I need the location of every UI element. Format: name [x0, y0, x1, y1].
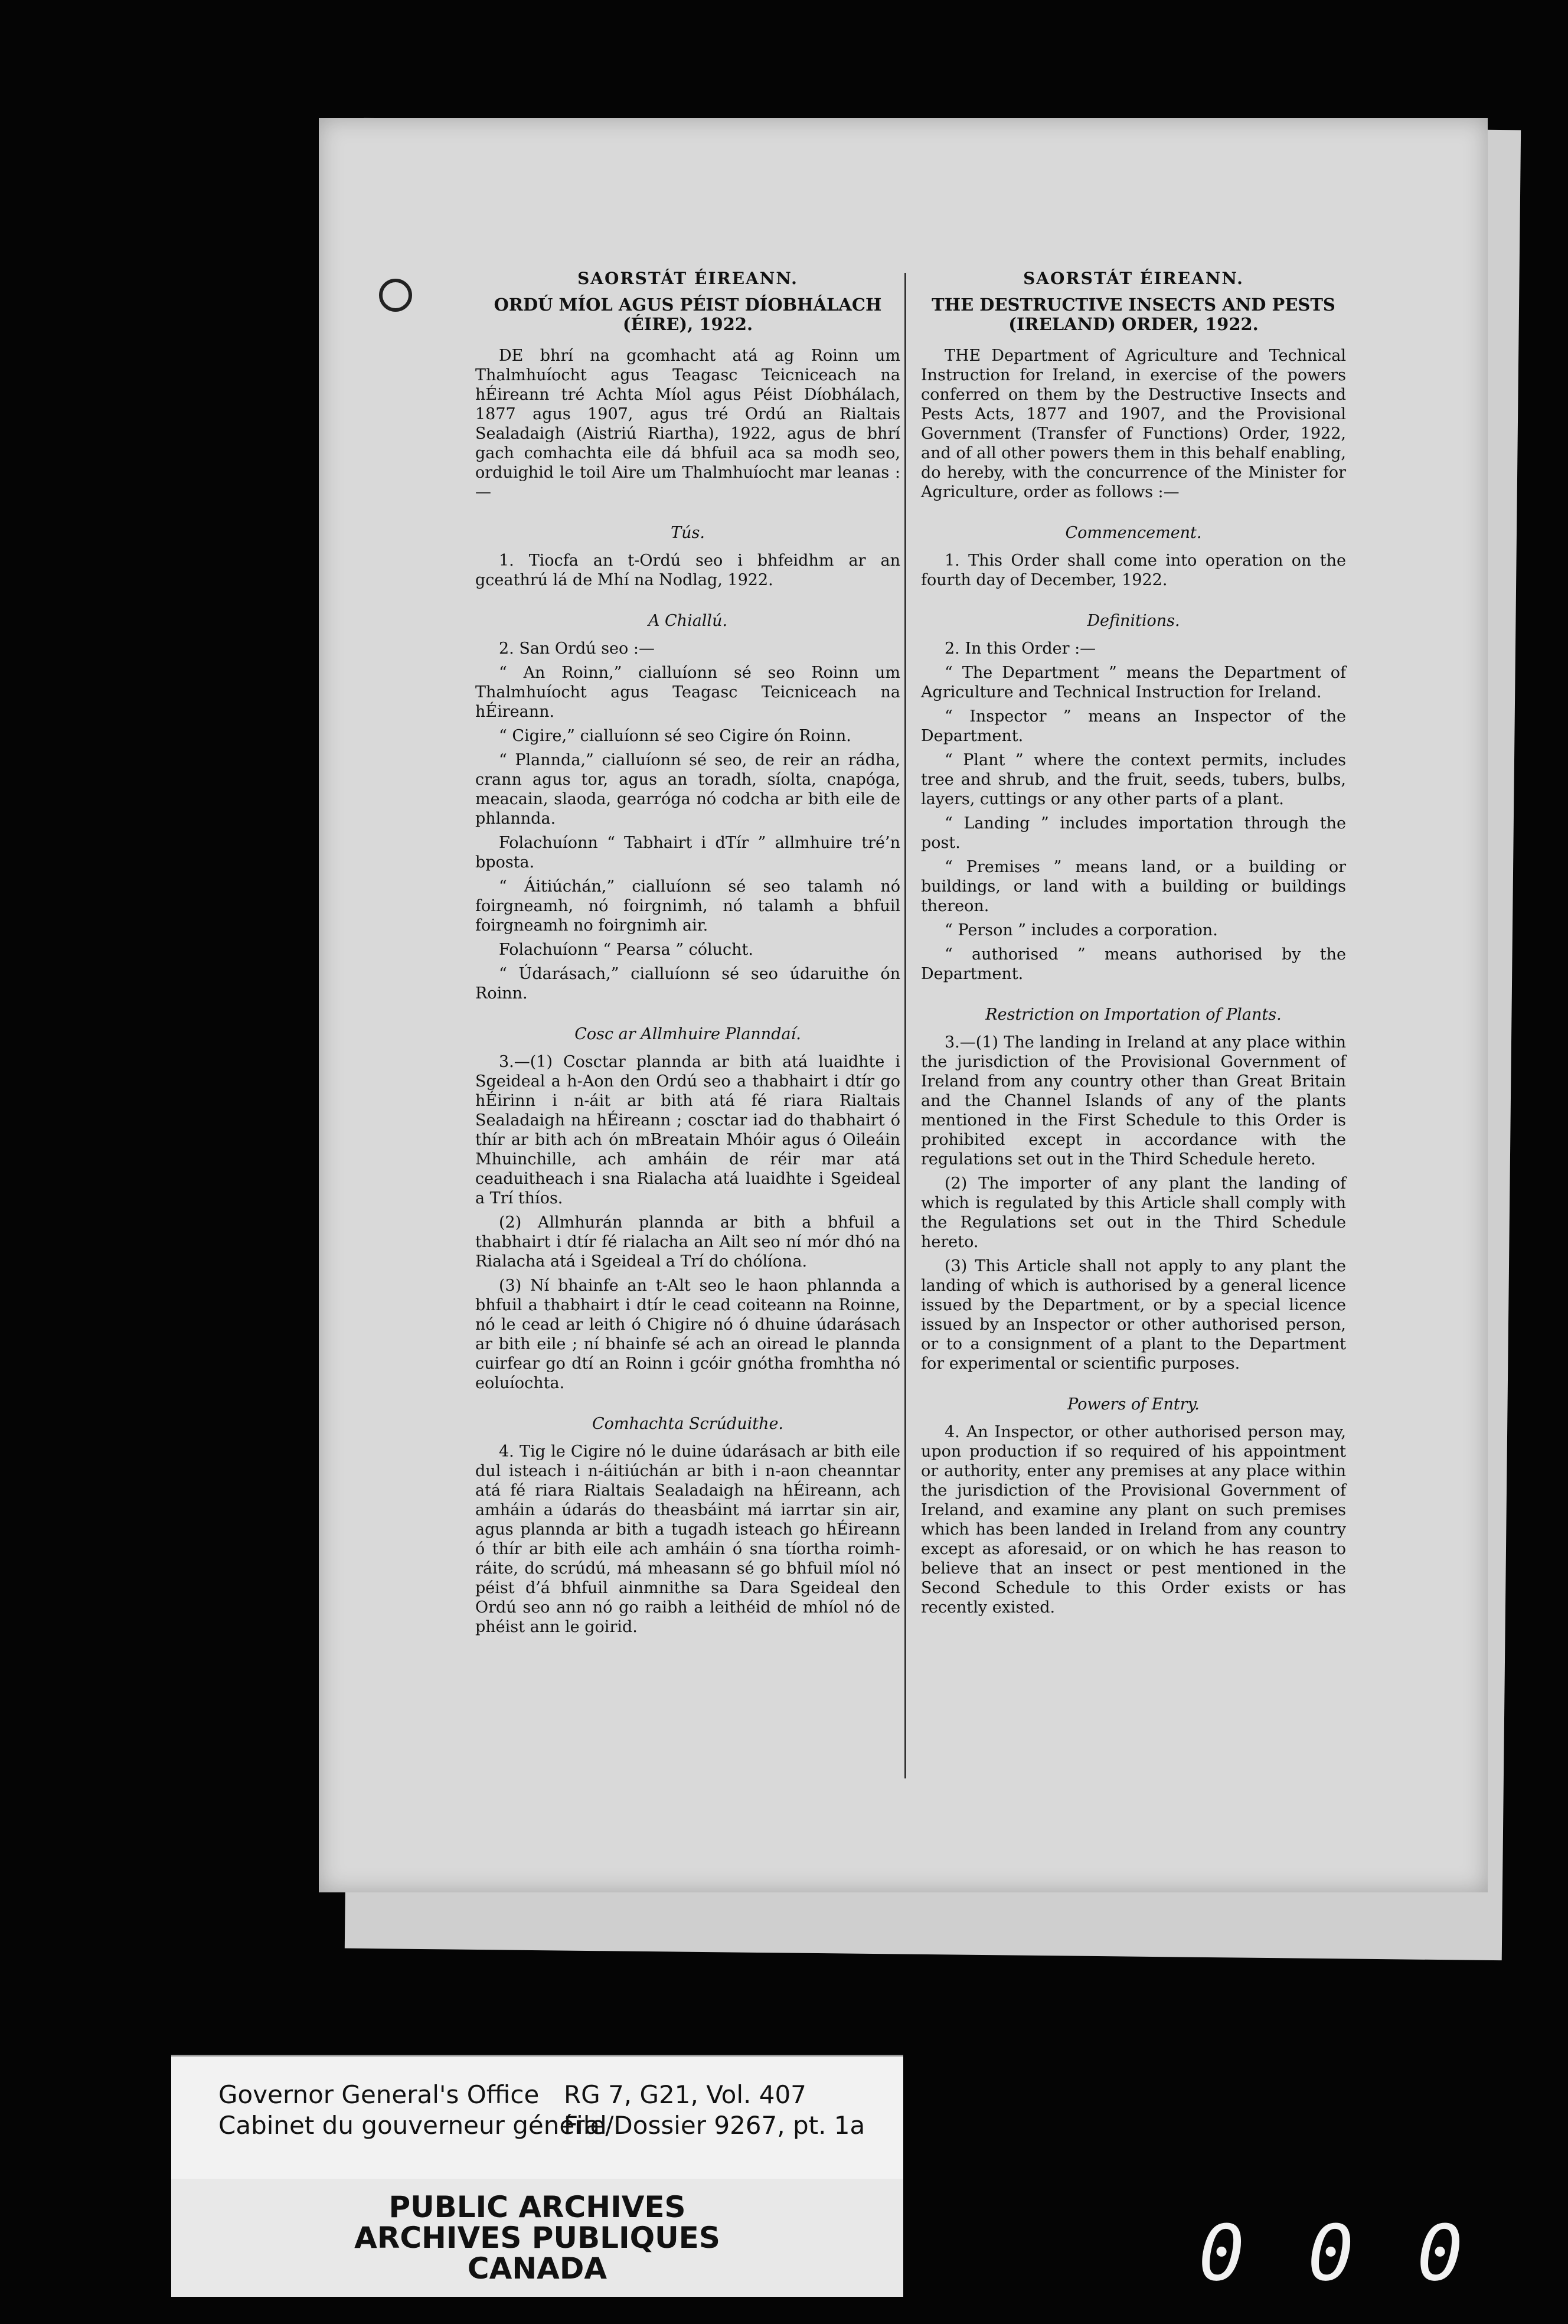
irish-title: ORDÚ MÍOL AGUS PÉIST DÍOBHÁLACH (ÉIRE), 1922. [494, 295, 882, 334]
irish-definition: “ An Roinn,” cialluíonn sé seo Roinn um Thalmhuíocht agus Teagasc Teicniceach na hÉireann. [475, 664, 900, 721]
irish-definition: “ Plannda,” cialluíonn sé seo, de reir an rádha, crann agus tor, agus an toradh, síolta, cnapóga, meacain, slaoda, gearróga nó codcha ar bith eile de phlannda. [475, 751, 900, 828]
english-definition: “ Premises ” means land, or a building or buildings, or land with a building or buildings thereon. [921, 858, 1346, 915]
frame-digit: 0 [1417, 2208, 1464, 2298]
irish-section-2-heading: A Chiallú. [648, 612, 728, 630]
frame-digit: 0 [1308, 2208, 1354, 2298]
english-intro: THE Department of Agriculture and Technical Instruction for Ireland, in exercise of the powers conferred on them by the Destructive Insects and Pests Acts, 1877 and 1907, and the Provisional Government (Transfer of Functions) Order, 1922, and of all other powers them in this behalf enabling, do hereby, with the concurrence of the Minister for Agriculture, order as follows :— [921, 347, 1346, 501]
english-definition: “ The Department ” means the Department of Agriculture and Technical Instruction for Ireland. [921, 664, 1346, 701]
punch-hole-icon [379, 279, 412, 312]
irish-column [475, 269, 900, 1641]
english-section-4-text: 4. An Inspector, or other authorised person may, upon production if so required of his appointment or authority, enter any premises at any place within the jurisdiction of the Provisional Government of Ireland, and examine any plant on such premises which has been landed in Ireland from any country except as aforesaid, or on which he has reason to believe that an insect or pest mentioned in the Second Schedule to this Order exists or has recently existed. [921, 1423, 1346, 1617]
irish-section-4-heading: Comhachta Scrúduithe. [592, 1415, 784, 1433]
english-section-2-lead: 2. In this Order :— [945, 639, 1096, 658]
english-definition: “ authorised ” means authorised by the Department. [921, 945, 1346, 983]
english-definition: “ Person ” includes a corporation. [945, 921, 1218, 939]
file-ref: File/Dossier 9267, pt. 1a [564, 2111, 865, 2140]
english-definition: “ Inspector ” means an Inspector of the Department. [921, 707, 1346, 745]
english-column [921, 269, 1346, 1622]
irish-definition: “ Cigire,” cialluíonn sé seo Cigire ón Roinn. [499, 727, 851, 745]
irish-section-3-heading: Cosc ar Allmhuire Planndaí. [574, 1025, 801, 1043]
stamp-line-3: CANADA [467, 2251, 607, 2286]
office-english: Governor General's Office [218, 2080, 540, 2109]
document-page [319, 118, 1488, 1892]
stamp-line-1: PUBLIC ARCHIVES [388, 2190, 686, 2224]
english-header: SAORSTÁT ÉIREANN. [1023, 269, 1244, 288]
frame-digit: 0 [1198, 2208, 1245, 2298]
irish-definition: Folachuíonn “ Tabhairt i dTír ” allmhuire tré’n bposta. [475, 834, 900, 872]
office-french: Cabinet du gouverneur général [218, 2111, 607, 2140]
irish-section-3-para: 3.—(1) Cosctar plannda ar bith atá luaidhte i Sgeideal a h-Aon den Ordú seo a thabhairt i dtír go hÉirinn i n-áit ar bith atá fé riara Rialtais Sealadaigh na hÉireann ; cosctar iad do thabhairt ó thír ar bith ach ón mBreatain Mhóir agus ó Oileáin Mhuinchille, ach amháin de réir mar atá ceaduitheach i sna Rialacha atá luaidhte i Sgeideal a Trí thíos. [475, 1053, 900, 1207]
irish-section-1-heading: Tús. [671, 524, 705, 542]
irish-header: SAORSTÁT ÉIREANN. [577, 269, 798, 288]
irish-section-4-text: 4. Tig le Cigire nó le duine údarásach ar bith eile dul isteach i n-áitiúchán ar bith i n-aon cheanntar atá fé riara Rialtais Sealadaigh na hÉireann, ach amháin a údarás do theasbáint má iarrtar sin air, agus plannda ar bith a tugadh isteach go hÉireann ó thír ar bith eile ach amháin ó sna tíortha roimh-ráite, do scrúdú, má mheasann sé go bhfuil míol nó péist d’á bhfuil ainmnithe sa Dara Sgeideal den Ordú seo ann nó go raibh a leithéid de mhíol nó de phéist ann le goirid. [475, 1442, 900, 1636]
irish-section-1-text: 1. Tiocfa an t-Ordú seo i bhfeidhm ar an gceathrú lá de Mhí na Nodlag, 1922. [475, 551, 900, 589]
archive-reference-label [171, 2055, 903, 2181]
irish-definition: “ Údarásach,” cialluíonn sé seo údaruithe ón Roinn. [475, 965, 900, 1003]
english-definition: “ Plant ” where the context permits, includes tree and shrub, and the fruit, seeds, tubers, bulbs, layers, cuttings or any other parts of a plant. [921, 751, 1346, 808]
irish-definition: Folachuíonn “ Pearsa ” cólucht. [499, 941, 753, 959]
english-section-3-heading: Restriction on Importation of Plants. [985, 1006, 1282, 1024]
english-section-3-para: 3.—(1) The landing in Ireland at any place within the jurisdiction of the Provisional Government of Ireland from any country other than Great Britain and the Channel Islands of any of the plants mentioned in the First Schedule to this Order is prohibited except in accordance with the regulations set out in the Third Schedule hereto. [921, 1033, 1346, 1168]
stamp-line-2: ARCHIVES PUBLIQUES [354, 2221, 720, 2255]
english-section-4-heading: Powers of Entry. [1067, 1395, 1200, 1414]
record-group-ref: RG 7, G21, Vol. 407 [564, 2080, 806, 2109]
archives-stamp [171, 2179, 903, 2297]
english-section-3-para: (3) This Article shall not apply to any plant the landing of which is authorised by a general licence issued by the Department, or by a special licence issued by an Inspector or other authorised person, or to a consignment of a plant to the Department for experimental or scientific purposes. [921, 1257, 1346, 1373]
irish-section-2-lead: 2. San Ordú seo :— [499, 639, 655, 658]
english-definition: “ Landing ” includes importation through the post. [921, 814, 1346, 852]
irish-section-3-para: (3) Ní bhainfe an t-Alt seo le haon phlannda a bhfuil a thabhairt i dtír le cead coiteann na Roinne, nó le cead ar leith ó Chigire nó ó dhuine údarásach ar bith eile ; ní bhainfe sé ach an oiread le plannda cuirfear go dtí an Roinn i gcóir gnótha fromhtha nó eoluíochta. [475, 1277, 900, 1392]
irish-intro: DE bhrí na gcomhacht atá ag Roinn um Thalmhuíocht agus Teagasc Teicniceach na hÉireann tré Achta Míol agus Péist Díobhálach, 1877 agus 1907, agus tré Ordú an Rialtais Sealadaigh (Aistriú Riartha), 1922, agus de bhrí gach comhachta eile dá bhfuil aca sa modh seo, orduighid le toil Aire um Thalmhuíocht mar leanas :— [475, 347, 900, 501]
english-section-2-heading: Definitions. [1087, 612, 1180, 630]
english-title: THE DESTRUCTIVE INSECTS AND PESTS (IRELAND) ORDER, 1922. [932, 295, 1335, 334]
english-section-1-text: 1. This Order shall come into operation on the fourth day of December, 1922. [921, 551, 1346, 589]
english-section-3-para: (2) The importer of any plant the landing of which is regulated by this Article shall comply with the Regulations set out in the Third Schedule hereto. [921, 1174, 1346, 1251]
column-divider [904, 273, 906, 1778]
english-section-1-heading: Commencement. [1065, 524, 1202, 542]
irish-definition: “ Áitiúchán,” cialluíonn sé seo talamh nó foirgneamh, nó foirgnimh, nó talamh a bhfuil foirgneamh no foirgnimh air. [475, 877, 900, 935]
irish-section-3-para: (2) Allmhurán plannda ar bith a bhfuil a thabhairt i dtír fé rialacha an Ailt seo ní mór dhó na Rialacha atá i Sgeideal a Trí do chólíona. [475, 1213, 900, 1271]
